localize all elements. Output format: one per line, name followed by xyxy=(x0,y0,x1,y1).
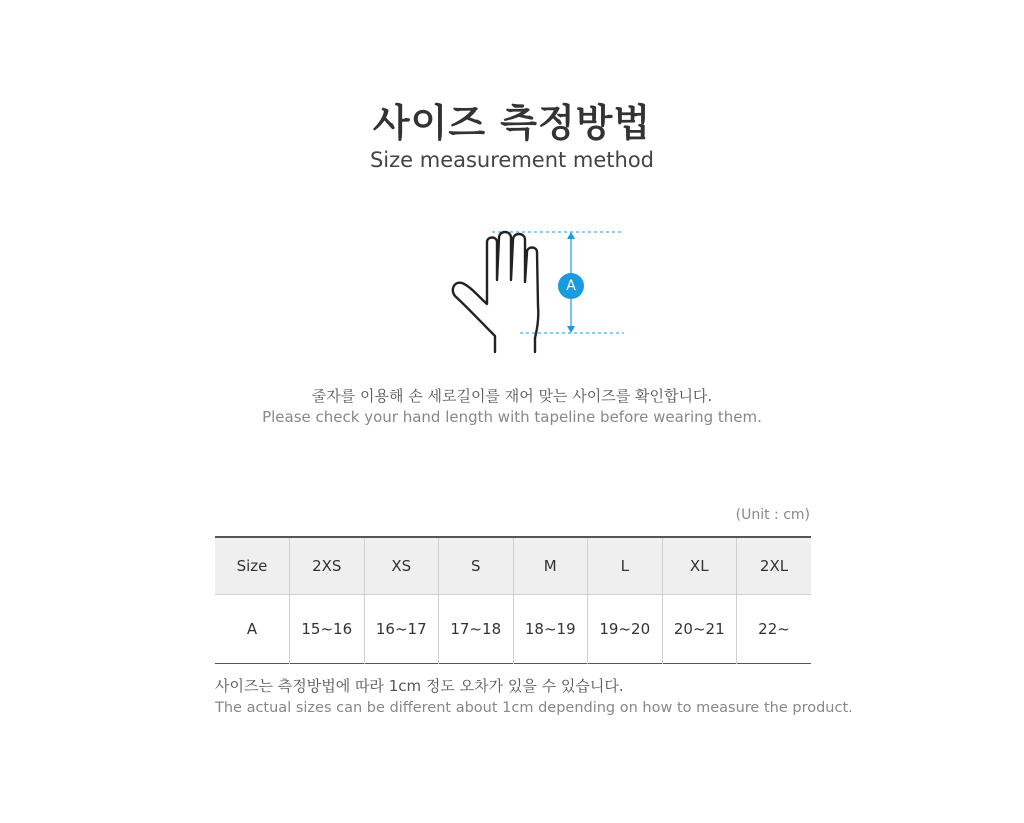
table-cell: 18~19 xyxy=(513,595,588,664)
size-chart-table xyxy=(215,536,811,664)
table-cell: A xyxy=(215,595,290,664)
header-cell: XL xyxy=(662,537,737,595)
header-cell: M xyxy=(513,537,588,595)
header-cell: S xyxy=(439,537,514,595)
page-subtitle: Size measurement method xyxy=(369,148,655,172)
table-cell: 16~17 xyxy=(364,595,439,664)
table-cell: 15~16 xyxy=(290,595,365,664)
header-cell: 2XS xyxy=(290,537,365,595)
page-title: 사이즈 측정방법 xyxy=(372,101,652,145)
header-cell: Size xyxy=(215,537,290,595)
hand-outline xyxy=(453,232,538,352)
table-cell: 22~ xyxy=(737,595,812,664)
header-cell: XS xyxy=(364,537,439,595)
table-row xyxy=(215,595,811,664)
header-cell: L xyxy=(588,537,663,595)
header-cell: 2XL xyxy=(737,537,812,595)
instruction-en: Please check your hand length with tapeline before wearing them. xyxy=(262,408,762,426)
arrow-down-icon xyxy=(567,326,575,333)
marker-label: A xyxy=(566,278,576,294)
arrow-up-icon xyxy=(567,232,575,239)
instruction-ko: 줄자를 이용해 손 세로길이를 재어 맞는 사이즈를 확인합니다. xyxy=(311,387,713,405)
hand-measurement-figure xyxy=(440,226,640,356)
hand-icon xyxy=(440,226,640,356)
note-en: The actual sizes can be different about 1cm depending on how to measure the product. xyxy=(215,700,853,716)
unit-label: (Unit : cm) xyxy=(735,507,810,523)
table-header-row xyxy=(215,537,811,595)
note-ko: 사이즈는 측정방법에 따라 1cm 정도 오차가 있을 수 있습니다. xyxy=(215,677,624,695)
table-cell: 20~21 xyxy=(662,595,737,664)
table-cell: 17~18 xyxy=(439,595,514,664)
table-cell: 19~20 xyxy=(588,595,663,664)
